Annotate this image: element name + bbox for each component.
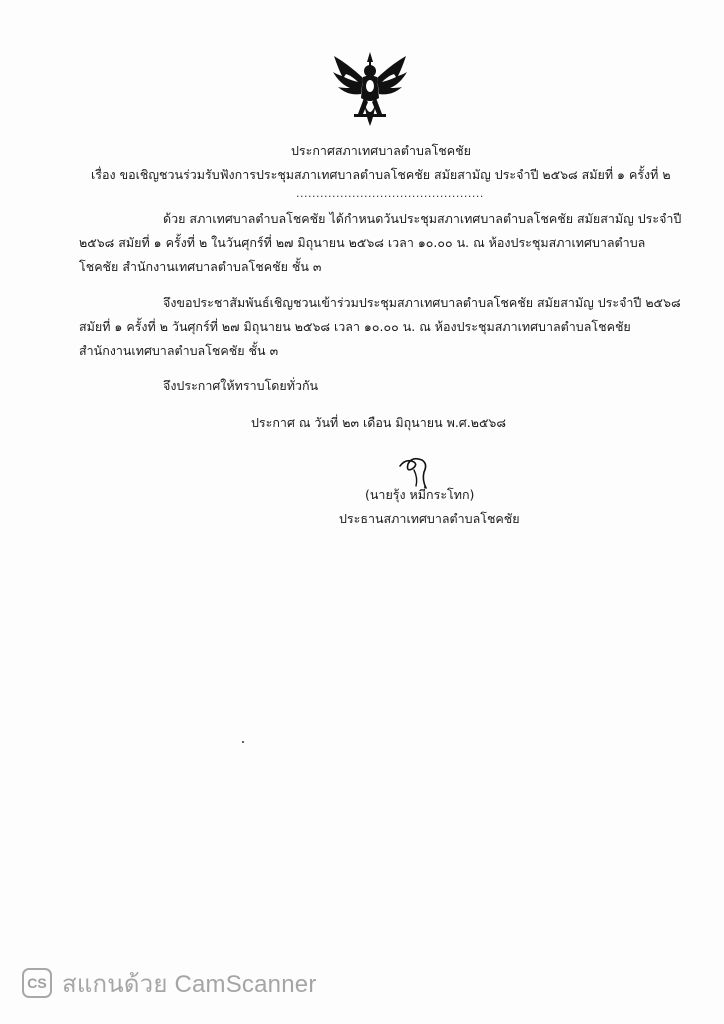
camscanner-logo-icon: CS <box>22 968 52 998</box>
paragraph-2 <box>79 291 689 363</box>
announce-date: ประกาศ ณ วันที่ ๒๓ เดือน มิถุนายน พ.ศ.๒๕๖๘ <box>251 415 506 430</box>
handwritten-signature <box>392 452 442 492</box>
camscanner-watermark <box>22 966 317 1000</box>
separator-dots: ............................................... <box>296 187 484 200</box>
garuda-emblem-icon <box>330 50 410 130</box>
closing-line: จึงประกาศให้ทราบโดยทั่วกัน <box>163 378 319 393</box>
paragraph-line: ๒๕๖๘ สมัยที่ ๑ ครั้งที่ ๒ ในวันศุกร์ที่ ๒๗ มิถุนายน ๒๕๖๘ เวลา ๑๐.๐๐ น. ณ ห้องประชุมสภาเทศบาลตำบล <box>79 235 646 250</box>
announcement-title: ประกาศสภาเทศบาลตำบลโชคชัย <box>291 143 471 158</box>
stray-dot <box>242 741 244 743</box>
paragraph-line: สำนักงานเทศบาลตำบลโชคชัย ชั้น ๓ <box>79 343 279 358</box>
closing-paragraph <box>79 374 689 398</box>
announcement-subject: เรื่อง ขอเชิญชวนร่วมรับฟังการประชุมสภาเทศบาลตำบลโชคชัย สมัยสามัญ ประจำปี ๒๕๖๘ สมัยที่ ๑ ครั้งที่ ๒ <box>91 167 671 182</box>
signer-name: (นายรุ้ง หมี่กระโทก) <box>365 487 475 502</box>
signer-title: ประธานสภาเทศบาลตำบลโชคชัย <box>339 511 520 526</box>
paragraph-line: โชคชัย สำนักงานเทศบาลตำบลโชคชัย ชั้น ๓ <box>79 259 322 274</box>
watermark-text: สแกนด้วย CamScanner <box>62 970 317 998</box>
paragraph-1 <box>79 207 689 279</box>
paragraph-line: สมัยที่ ๑ ครั้งที่ ๒ วันศุกร์ที่ ๒๗ มิถุนายน ๒๕๖๘ เวลา ๑๐.๐๐ น. ณ ห้องประชุมสภาเทศบาลตำบลโชคชัย <box>79 319 631 334</box>
paragraph-line: ด้วย สภาเทศบาลตำบลโชคชัย ได้กำหนดวันประชุมสภาเทศบาลตำบลโชคชัย สมัยสามัญ ประจำปี <box>163 211 682 226</box>
paragraph-line: จึงขอประชาสัมพันธ์เชิญชวนเข้าร่วมประชุมสภาเทศบาลตำบลโชคชัย สมัยสามัญ ประจำปี ๒๕๖๘ <box>163 295 681 310</box>
